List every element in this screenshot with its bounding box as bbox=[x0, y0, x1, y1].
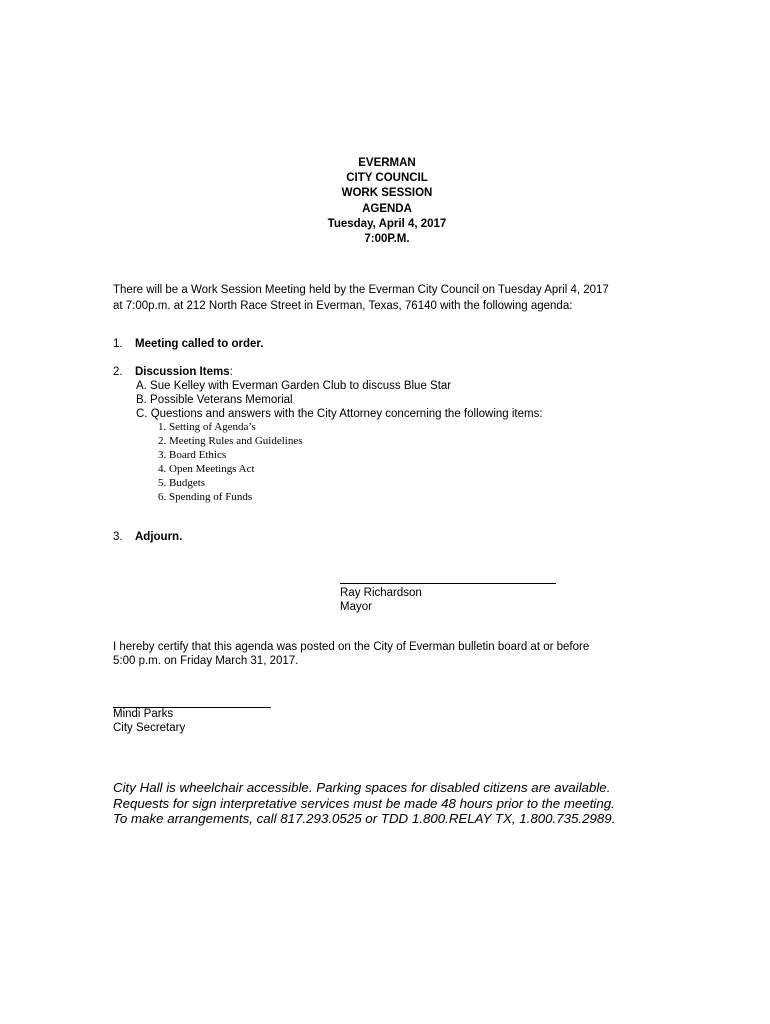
header-city: EVERMAN bbox=[358, 157, 416, 169]
mayor-title: Mayor bbox=[340, 601, 372, 613]
secretary-name: Mindi Parks bbox=[113, 708, 174, 720]
list-item: 6. Spending of Funds bbox=[158, 491, 253, 504]
discussion-subitems bbox=[136, 379, 543, 421]
discussion-item-a: A. Sue Kelley with Everman Garden Club to discuss Blue Star bbox=[136, 380, 452, 392]
mayor-name: Ray Richardson bbox=[340, 587, 422, 599]
notice-line-3: To make arrangements, call 817.293.0525 or TDD 1.800.RELAY TX, 1.800.735.2989. bbox=[113, 811, 616, 826]
intro-line-1: There will be a Work Session Meeting held by the Everman City Council on Tuesday April 4, 2017 bbox=[113, 284, 609, 296]
agenda-item-3 bbox=[113, 530, 182, 544]
header-date: Tuesday, April 4, 2017 bbox=[327, 217, 447, 230]
certification-line-2: 5:00 p.m. on Friday March 31, 2017. bbox=[113, 655, 299, 667]
agenda-item-number: 2. bbox=[113, 366, 123, 378]
header-agenda: AGENDA bbox=[362, 202, 412, 215]
list-item: 1. Setting of Agenda’s bbox=[158, 421, 256, 433]
list-item: 4. Open Meetings Act bbox=[158, 463, 255, 476]
header-session: WORK SESSION bbox=[341, 187, 433, 200]
list-item: 3. Board Ethics bbox=[158, 449, 227, 462]
agenda-item-number: 3. bbox=[113, 531, 123, 543]
agenda-item-title: Adjourn. bbox=[135, 531, 183, 543]
agenda-item-colon: : bbox=[229, 366, 233, 378]
agenda-item-title: Discussion Items bbox=[135, 366, 230, 378]
discussion-item-c: C. Questions and answers with the City Attorney concerning the following items: bbox=[136, 408, 543, 420]
certification-line-1: I hereby certify that this agenda was posted on the City of Everman bulletin board at or before bbox=[113, 641, 590, 653]
list-item: 2. Meeting Rules and Guidelines bbox=[158, 435, 303, 448]
secretary-signature-block bbox=[113, 707, 185, 735]
agenda-item-1 bbox=[113, 337, 263, 351]
agenda-item-2 bbox=[113, 365, 233, 379]
intro-paragraph bbox=[113, 282, 673, 314]
accessibility-notice bbox=[113, 780, 659, 827]
notice-line-1: City Hall is wheelchair accessible. Parking spaces for disabled citizens are available. bbox=[113, 780, 611, 795]
agenda-item-title: Meeting called to order. bbox=[135, 338, 264, 350]
agenda-item-number: 1. bbox=[113, 338, 123, 350]
notice-line-2: Requests for sign interpretative services must be made 48 hours prior to the meeting. bbox=[113, 795, 615, 811]
attorney-topics-list bbox=[158, 420, 303, 505]
discussion-item-b: B. Possible Veterans Memorial bbox=[136, 394, 293, 406]
mayor-signature-line bbox=[340, 583, 556, 584]
document-header bbox=[0, 156, 770, 247]
header-council: CITY COUNCIL bbox=[346, 172, 428, 185]
certification-paragraph bbox=[113, 640, 659, 668]
secretary-title: City Secretary bbox=[113, 722, 186, 734]
list-item: 5. Budgets bbox=[158, 477, 206, 490]
mayor-signature-block bbox=[340, 586, 422, 614]
header-time: 7:00P.M. bbox=[364, 233, 410, 246]
intro-line-2: at 7:00p.m. at 212 North Race Street in Everman, Texas, 76140 with the following agenda: bbox=[113, 300, 573, 312]
